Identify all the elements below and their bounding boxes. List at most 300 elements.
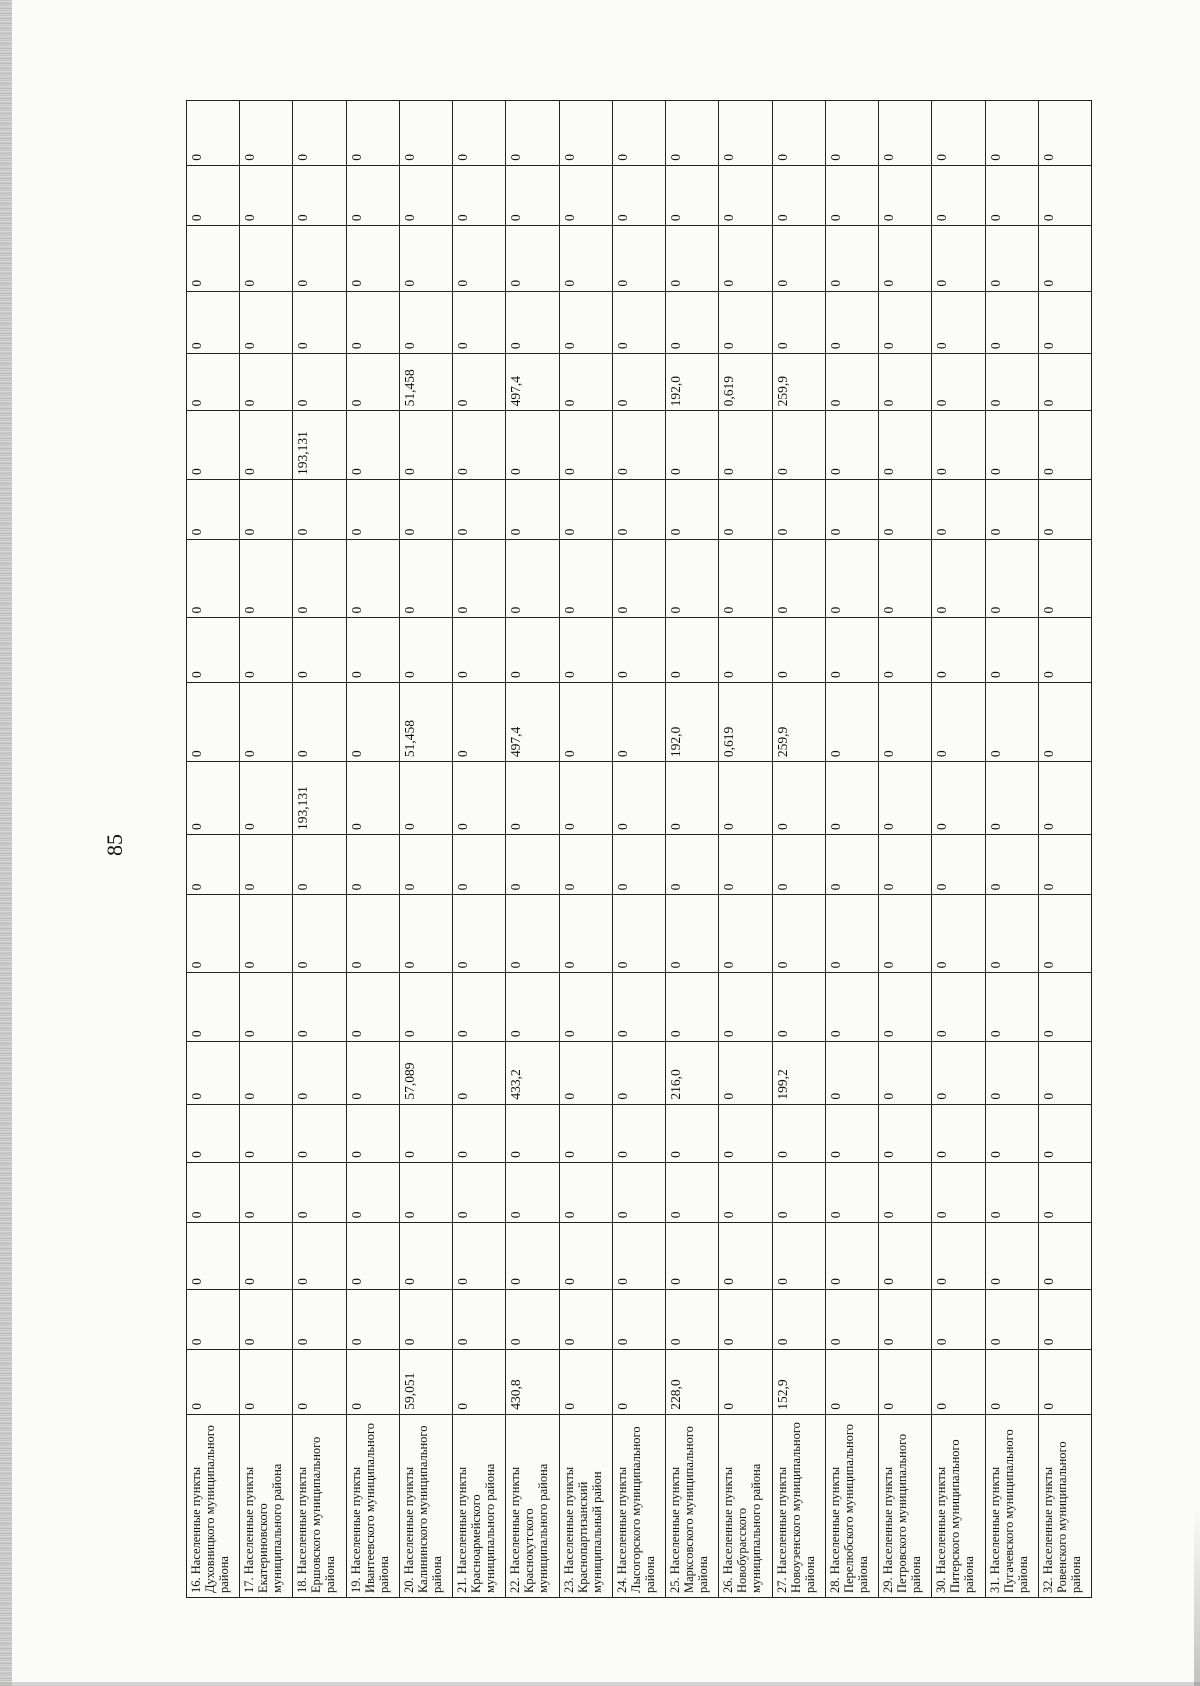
table-cell: 0	[293, 354, 346, 411]
table-cell: 0	[399, 834, 452, 894]
table-cell: 0	[346, 973, 399, 1042]
table-cell: 0	[932, 762, 985, 835]
table-cell: 0	[612, 1042, 665, 1104]
table-cell: 0	[879, 1289, 932, 1349]
table-cell: 0	[985, 1104, 1038, 1162]
table-row	[772, 101, 825, 1598]
table-cell: 0	[293, 1104, 346, 1162]
table-cell: 199,2	[772, 1042, 825, 1104]
table-cell: 59,051	[399, 1350, 452, 1415]
table-cell: 0	[559, 101, 612, 166]
table-cell: 0	[666, 226, 719, 292]
table-cell: 0	[719, 411, 772, 480]
table-cell: 0	[187, 291, 240, 353]
table-cell: 0	[293, 834, 346, 894]
table-cell: 0	[559, 1104, 612, 1162]
table-cell: 0	[559, 1162, 612, 1222]
table-row	[825, 101, 878, 1598]
table-cell: 0	[399, 101, 452, 166]
table-cell: 0	[293, 540, 346, 618]
data-table	[186, 100, 1092, 1598]
table-cell: 0	[453, 291, 506, 353]
table-cell: 0	[666, 762, 719, 835]
table-cell: 0	[453, 1350, 506, 1415]
table-cell: 0	[559, 762, 612, 835]
table-cell: 0	[293, 895, 346, 973]
table-cell: 0	[187, 895, 240, 973]
table-cell: 0	[932, 101, 985, 166]
table-row	[399, 101, 452, 1598]
table-cell: 0	[719, 226, 772, 292]
table-cell: 0	[825, 354, 878, 411]
table-cell: 0	[399, 411, 452, 480]
table-cell: 0	[399, 165, 452, 225]
table-cell: 0	[346, 618, 399, 683]
table-cell: 0	[240, 354, 293, 411]
table-cell: 0	[346, 1350, 399, 1415]
table-cell: 0	[772, 291, 825, 353]
table-cell: 0	[772, 1289, 825, 1349]
table-cell: 259,9	[772, 683, 825, 762]
table-cell: 0	[719, 762, 772, 835]
table-cell: 0	[399, 480, 452, 540]
table-cell: 0	[187, 618, 240, 683]
table-cell: 0	[187, 834, 240, 894]
table-cell: 0	[772, 101, 825, 166]
table-cell: 0	[559, 540, 612, 618]
row-label: 27. Населенные пункты Новоузенского муниципального района	[772, 1414, 825, 1597]
table-cell: 0	[772, 165, 825, 225]
table-row	[506, 101, 559, 1598]
table-cell: 0	[666, 834, 719, 894]
table-cell: 0	[187, 973, 240, 1042]
table-cell: 0	[453, 540, 506, 618]
table-cell: 0	[187, 411, 240, 480]
table-cell: 0	[453, 618, 506, 683]
table-cell: 0	[187, 480, 240, 540]
table-cell: 0	[506, 1162, 559, 1222]
table-cell: 228,0	[666, 1350, 719, 1415]
table-cell: 0	[346, 411, 399, 480]
table-cell: 0	[825, 1162, 878, 1222]
table-cell: 0	[240, 1223, 293, 1290]
table-cell: 0	[879, 762, 932, 835]
table-cell: 0	[879, 834, 932, 894]
table-cell: 0	[719, 895, 772, 973]
table-cell: 0	[879, 291, 932, 353]
table-cell: 0	[985, 226, 1038, 292]
page-number: 85	[102, 834, 127, 856]
table-cell: 0	[932, 1104, 985, 1162]
table-cell: 0	[506, 226, 559, 292]
table-cell: 0	[985, 101, 1038, 166]
table-cell: 0	[719, 1042, 772, 1104]
table-cell: 0	[772, 1162, 825, 1222]
table-cell: 0	[453, 226, 506, 292]
table-cell: 0	[346, 101, 399, 166]
table-cell: 0	[293, 1289, 346, 1349]
table-cell: 0	[346, 1223, 399, 1290]
table-cell: 0	[506, 480, 559, 540]
table-cell: 0	[399, 973, 452, 1042]
table-cell: 0	[772, 411, 825, 480]
table-cell: 0	[187, 1104, 240, 1162]
table-cell: 0	[187, 1289, 240, 1349]
table-cell: 0	[506, 540, 559, 618]
table-cell: 0	[719, 1289, 772, 1349]
table-cell: 0	[559, 1350, 612, 1415]
table-cell: 0	[346, 683, 399, 762]
table-cell: 0	[719, 480, 772, 540]
table-cell: 0	[346, 540, 399, 618]
table-cell: 0	[559, 354, 612, 411]
table-cell: 0	[506, 1104, 559, 1162]
table-cell: 192,0	[666, 354, 719, 411]
table-cell: 0	[1038, 291, 1091, 353]
table-cell: 0	[506, 1289, 559, 1349]
table-cell: 0	[1038, 480, 1091, 540]
table-cell: 0	[1038, 226, 1091, 292]
table-cell: 0	[879, 165, 932, 225]
table-cell: 0	[240, 762, 293, 835]
table-cell: 0	[825, 1223, 878, 1290]
table-cell: 0	[559, 618, 612, 683]
table-cell: 216,0	[666, 1042, 719, 1104]
table-cell: 0	[825, 973, 878, 1042]
table-cell: 0	[559, 480, 612, 540]
table-cell: 0	[932, 226, 985, 292]
scan-edge-bottom	[0, 1682, 1200, 1686]
table-cell: 0	[985, 973, 1038, 1042]
table-cell: 0	[719, 834, 772, 894]
table-cell: 0	[825, 226, 878, 292]
table-cell: 0	[985, 895, 1038, 973]
table-cell: 0	[187, 165, 240, 225]
table-cell: 0	[932, 973, 985, 1042]
table-cell: 0	[240, 1162, 293, 1222]
table-cell: 0	[772, 1223, 825, 1290]
table-cell: 0	[985, 165, 1038, 225]
table-cell: 0	[346, 354, 399, 411]
table-cell: 0	[240, 226, 293, 292]
table-cell: 0	[612, 540, 665, 618]
table-cell: 0	[879, 683, 932, 762]
table-cell: 0	[612, 354, 665, 411]
table-cell: 0	[932, 1162, 985, 1222]
table-cell: 0	[666, 165, 719, 225]
table-cell: 0	[932, 540, 985, 618]
table-cell: 430,8	[506, 1350, 559, 1415]
table-cell: 0	[240, 101, 293, 166]
table-cell: 0	[506, 101, 559, 166]
table-cell: 0	[399, 1223, 452, 1290]
table-cell: 0	[187, 1223, 240, 1290]
table-cell: 0	[985, 1350, 1038, 1415]
table-cell: 0	[293, 618, 346, 683]
table-cell: 57,089	[399, 1042, 452, 1104]
table-cell: 0	[1038, 1162, 1091, 1222]
table-cell: 0	[506, 762, 559, 835]
table-cell: 0	[240, 618, 293, 683]
table-cell: 0	[612, 683, 665, 762]
table-cell: 0	[932, 165, 985, 225]
table-cell: 0	[825, 895, 878, 973]
table-cell: 0	[293, 165, 346, 225]
table-cell: 0	[453, 480, 506, 540]
table-cell: 0	[399, 540, 452, 618]
table-row	[1038, 101, 1091, 1598]
table-cell: 0	[985, 411, 1038, 480]
table-cell: 0	[879, 1104, 932, 1162]
table-cell: 0	[825, 618, 878, 683]
table-cell: 0	[1038, 834, 1091, 894]
table-cell: 0	[666, 1223, 719, 1290]
table-cell: 0	[187, 1042, 240, 1104]
table-cell: 0	[985, 618, 1038, 683]
table-cell: 0	[1038, 354, 1091, 411]
table-cell: 0	[825, 1350, 878, 1415]
table-cell: 0	[559, 1042, 612, 1104]
table-cell: 0	[985, 540, 1038, 618]
table-cell: 0	[719, 165, 772, 225]
row-label: 32. Населенные пункты Ровенского муниципального района	[1038, 1414, 1091, 1597]
row-label: 16. Населенные пункты Духовницкого муниципального района	[187, 1414, 240, 1597]
table-cell: 51,458	[399, 354, 452, 411]
table-cell: 0	[346, 1289, 399, 1349]
table-cell: 0	[453, 1162, 506, 1222]
table-cell: 0	[559, 683, 612, 762]
table-cell: 0	[772, 834, 825, 894]
table-cell: 0	[346, 1162, 399, 1222]
table-cell: 0	[772, 1104, 825, 1162]
table-cell: 0	[612, 1350, 665, 1415]
table-cell: 0	[932, 354, 985, 411]
table-cell: 0	[825, 1289, 878, 1349]
table-cell: 0	[612, 165, 665, 225]
table-cell: 0	[879, 411, 932, 480]
table-cell: 0	[1038, 1350, 1091, 1415]
table-cell: 0	[772, 480, 825, 540]
table-row	[346, 101, 399, 1598]
table-cell: 0	[293, 973, 346, 1042]
table-cell: 0	[1038, 973, 1091, 1042]
table-cell: 0	[932, 1289, 985, 1349]
table-cell: 0	[932, 895, 985, 973]
table-cell: 0	[293, 226, 346, 292]
table-cell: 0	[1038, 618, 1091, 683]
table-cell: 0	[453, 165, 506, 225]
table-cell: 0	[240, 1042, 293, 1104]
table-cell: 497,4	[506, 354, 559, 411]
table-cell: 0	[932, 683, 985, 762]
table-cell: 0	[879, 480, 932, 540]
table-cell: 0	[666, 618, 719, 683]
row-label: 21. Населенные пункты Красноармейского муниципального района	[453, 1414, 506, 1597]
table-cell: 193,131	[293, 762, 346, 835]
table-cell: 0	[346, 1042, 399, 1104]
table-cell: 0	[612, 226, 665, 292]
table-cell: 0	[719, 1104, 772, 1162]
table-cell: 0	[240, 683, 293, 762]
table-cell: 0	[772, 895, 825, 973]
table-cell: 0	[612, 291, 665, 353]
table-cell: 0	[1038, 411, 1091, 480]
table-cell: 0	[612, 1162, 665, 1222]
table-cell: 0	[932, 411, 985, 480]
table-cell: 0	[293, 291, 346, 353]
table-cell: 0	[719, 1162, 772, 1222]
table-cell: 0	[1038, 165, 1091, 225]
table-cell: 0	[825, 834, 878, 894]
row-label: 24. Населенные пункты Лысогорского муниципального района	[612, 1414, 665, 1597]
table-cell: 0	[293, 1042, 346, 1104]
table-cell: 152,9	[772, 1350, 825, 1415]
table-cell: 0	[399, 618, 452, 683]
table-cell: 0	[559, 165, 612, 225]
row-label: 23. Населенные пункты Краснопартизанский муниципальный район	[559, 1414, 612, 1597]
table-cell: 0	[559, 226, 612, 292]
table-cell: 0	[879, 226, 932, 292]
table-row	[932, 101, 985, 1598]
table-body	[187, 101, 1092, 1598]
row-label: 31. Населенные пункты Пугачевского муниципального района	[985, 1414, 1038, 1597]
row-label: 19. Населенные пункты Ивантеевского муниципального района	[346, 1414, 399, 1597]
table-cell: 0	[1038, 1223, 1091, 1290]
table-cell: 0	[985, 683, 1038, 762]
table-cell: 0	[399, 1289, 452, 1349]
table-cell: 0	[506, 973, 559, 1042]
row-label: 30. Населенные пункты Питерского муниципального района	[932, 1414, 985, 1597]
table-cell: 0	[293, 1162, 346, 1222]
table-cell: 0	[240, 540, 293, 618]
table-cell: 0	[666, 480, 719, 540]
table-cell: 0	[612, 1289, 665, 1349]
table-cell: 0	[666, 973, 719, 1042]
table-row	[559, 101, 612, 1598]
table-row	[612, 101, 665, 1598]
table-cell: 0	[666, 101, 719, 166]
table-cell: 0	[399, 762, 452, 835]
table-cell: 0	[453, 1042, 506, 1104]
table-cell: 0	[240, 895, 293, 973]
table-cell: 0	[453, 1289, 506, 1349]
table-row	[240, 101, 293, 1598]
table-cell: 0	[879, 1223, 932, 1290]
table-cell: 0	[666, 1289, 719, 1349]
table-cell: 0	[932, 1042, 985, 1104]
table-cell: 0	[240, 480, 293, 540]
table-cell: 0	[293, 683, 346, 762]
table-cell: 0	[559, 1289, 612, 1349]
table-cell: 0	[240, 1104, 293, 1162]
table-cell: 0	[879, 618, 932, 683]
table-cell: 0	[506, 1223, 559, 1290]
table-cell: 0	[453, 895, 506, 973]
table-cell: 0	[666, 291, 719, 353]
table-cell: 0	[932, 291, 985, 353]
table-cell: 0	[559, 973, 612, 1042]
table-cell: 0	[346, 226, 399, 292]
table-cell: 0	[985, 762, 1038, 835]
table-cell: 0	[985, 1162, 1038, 1222]
table-cell: 0	[399, 1162, 452, 1222]
table-cell: 0	[453, 834, 506, 894]
table-cell: 0	[612, 1223, 665, 1290]
table-cell: 0	[612, 411, 665, 480]
table-cell: 0	[879, 1350, 932, 1415]
table-cell: 0	[559, 1223, 612, 1290]
table-cell: 0	[1038, 540, 1091, 618]
table-cell: 0	[453, 354, 506, 411]
table-cell: 0	[187, 1162, 240, 1222]
table-row	[879, 101, 932, 1598]
table-cell: 0	[559, 291, 612, 353]
table-row	[453, 101, 506, 1598]
table-cell: 0	[399, 291, 452, 353]
table-cell: 0	[559, 411, 612, 480]
table-cell: 0	[825, 683, 878, 762]
table-cell: 0	[453, 973, 506, 1042]
table-cell: 0	[932, 1223, 985, 1290]
table-cell: 0	[666, 540, 719, 618]
table-cell: 0	[453, 101, 506, 166]
table-cell: 0	[506, 165, 559, 225]
table-cell: 0	[719, 973, 772, 1042]
table-cell: 0	[293, 1350, 346, 1415]
table-cell: 0	[879, 1042, 932, 1104]
table-cell: 0	[825, 291, 878, 353]
table-cell: 0	[559, 834, 612, 894]
table-cell: 497,4	[506, 683, 559, 762]
table-cell: 433,2	[506, 1042, 559, 1104]
table-cell: 0	[187, 101, 240, 166]
table-cell: 0	[346, 762, 399, 835]
table-cell: 0	[559, 895, 612, 973]
row-label: 18. Населенные пункты Ершовского муниципального района	[293, 1414, 346, 1597]
row-label: 17. Населенные пункты Екатериновского муниципального района	[240, 1414, 293, 1597]
table-cell: 0	[985, 480, 1038, 540]
table-cell: 0	[346, 291, 399, 353]
table-cell: 0	[506, 618, 559, 683]
table-cell: 0	[346, 165, 399, 225]
table-cell: 0	[772, 762, 825, 835]
table-row	[187, 101, 240, 1598]
table-cell: 0	[985, 834, 1038, 894]
table-cell: 0	[240, 1289, 293, 1349]
table-cell: 0,619	[719, 683, 772, 762]
table-cell: 0	[879, 895, 932, 973]
table-cell: 0	[932, 618, 985, 683]
table-cell: 0	[453, 411, 506, 480]
table-cell: 0	[825, 1104, 878, 1162]
table-cell: 0	[240, 165, 293, 225]
table-cell: 259,9	[772, 354, 825, 411]
table-cell: 0	[879, 101, 932, 166]
table-cell: 0	[612, 618, 665, 683]
table-cell: 0	[1038, 895, 1091, 973]
table-cell: 0	[453, 1104, 506, 1162]
table-cell: 0	[666, 411, 719, 480]
table-cell: 0	[772, 540, 825, 618]
table-cell: 0	[453, 762, 506, 835]
table-cell: 0	[1038, 1289, 1091, 1349]
table-cell: 0	[187, 1350, 240, 1415]
table-cell: 0	[879, 540, 932, 618]
table-row	[666, 101, 719, 1598]
table-cell: 192,0	[666, 683, 719, 762]
table-cell: 0	[612, 480, 665, 540]
table-cell: 0	[399, 1104, 452, 1162]
